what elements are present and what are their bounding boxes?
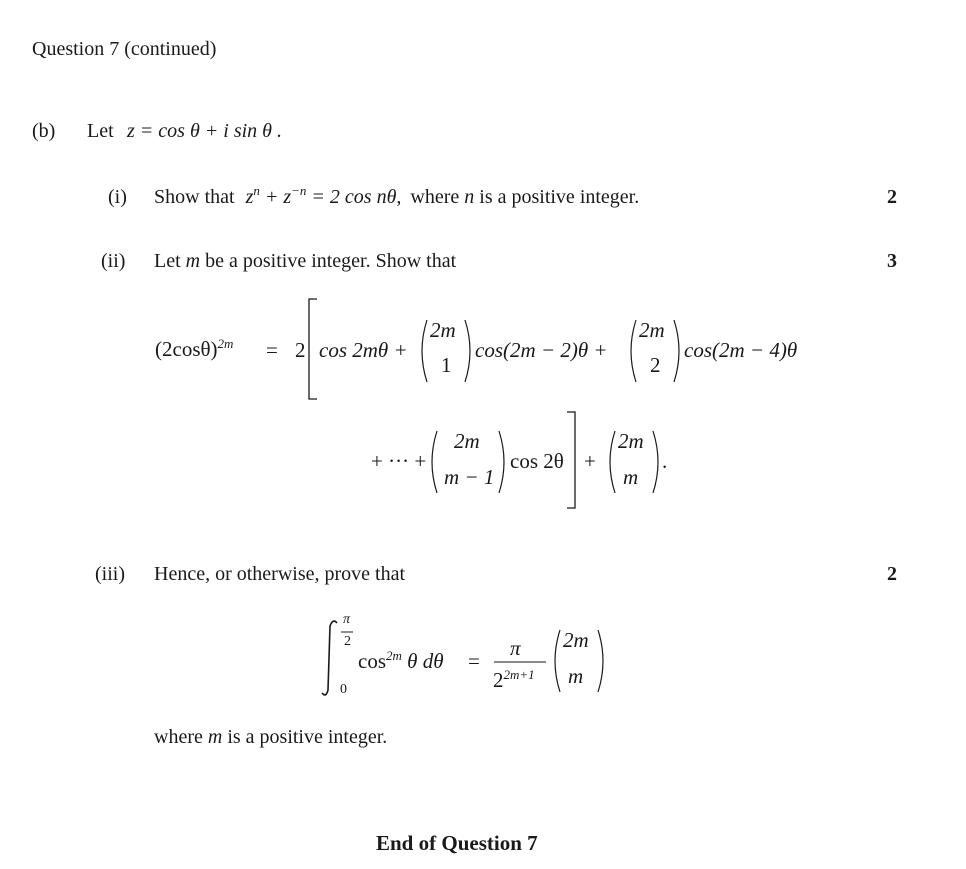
part-i-marks: 2 [887,186,897,208]
part-iii-where: where m is a positive integer. [154,726,388,748]
part-b-formula: z = cos θ + i sin θ . [127,120,282,142]
eq-ellipsis: + ··· + [371,449,427,473]
binomial-4-top: 2m [618,429,644,453]
binomial-1-bottom: 1 [441,353,452,377]
eq-equals: = [266,338,278,362]
part-i-where: where [410,186,460,208]
part-i-statement [154,183,640,208]
binomial-3-top: 2m [454,429,480,453]
rhs-binomial-top: 2m [563,628,589,652]
part-iii-statement: Hence, or otherwise, prove that [154,563,406,585]
end-of-question: End of Question 7 [376,831,538,855]
part-i-formula: $z^n + z^{-n} = 2$ cos nθ, [245,183,402,208]
right-square-bracket [565,408,585,510]
part-ii-marks: 3 [887,250,897,272]
rhs-fraction-bar [494,661,554,663]
binomial-3-bottom: m − 1 [444,465,495,489]
integral-upper-den: 2 [344,634,351,649]
part-ii-statement: Let m be a positive integer. Show that [154,250,457,272]
part-ii-var: m [185,250,201,272]
part-i-show-that: Show that [154,186,235,208]
integrand: $\cos^{2m} \theta$ dθ [358,648,444,673]
rhs-binomial-bottom: m [568,664,584,688]
eq-term-1: cos 2mθ + [319,338,408,362]
page-header: Question 7 (continued) [32,38,217,60]
integral-sign [318,618,342,698]
eq-term-cos2theta: cos 2θ [510,449,564,473]
binomial-4-bottom: m [623,465,639,489]
integral-lower-limit: 0 [340,682,347,697]
eq-coefficient: 2 [295,338,306,362]
part-b-label: (b) [32,120,56,142]
part-i-label: (i) [108,186,127,208]
eq-term-2: cos(2m − 2)θ + [475,338,608,362]
part-b-intro-text: Let [87,120,114,142]
integral-equals: = [468,649,480,673]
eq-final-dot: . [662,449,668,473]
eq-plus: + [584,449,596,473]
part-ii-label: (ii) [101,250,126,272]
binomial-2-bottom: 2 [650,353,661,377]
binomial-1-top: 2m [430,318,456,342]
part-iii-label: (iii) [95,563,125,585]
integral-upper-num: π [343,612,351,627]
eq-lhs: $(2\cos\theta)^{2m}$ [155,336,234,361]
eq-term-3: cos(2m − 4)θ [684,338,798,362]
rhs-fraction-den: $2^{2m+1}$ [493,667,535,692]
part-i-tail: is a positive integer. [479,186,640,208]
rhs-fraction-num: π [510,636,521,660]
integral-upper-fraction-bar [341,631,355,633]
part-i-var: n [464,186,475,208]
binomial-2-top: 2m [639,318,665,342]
part-iii-marks: 2 [887,563,897,585]
